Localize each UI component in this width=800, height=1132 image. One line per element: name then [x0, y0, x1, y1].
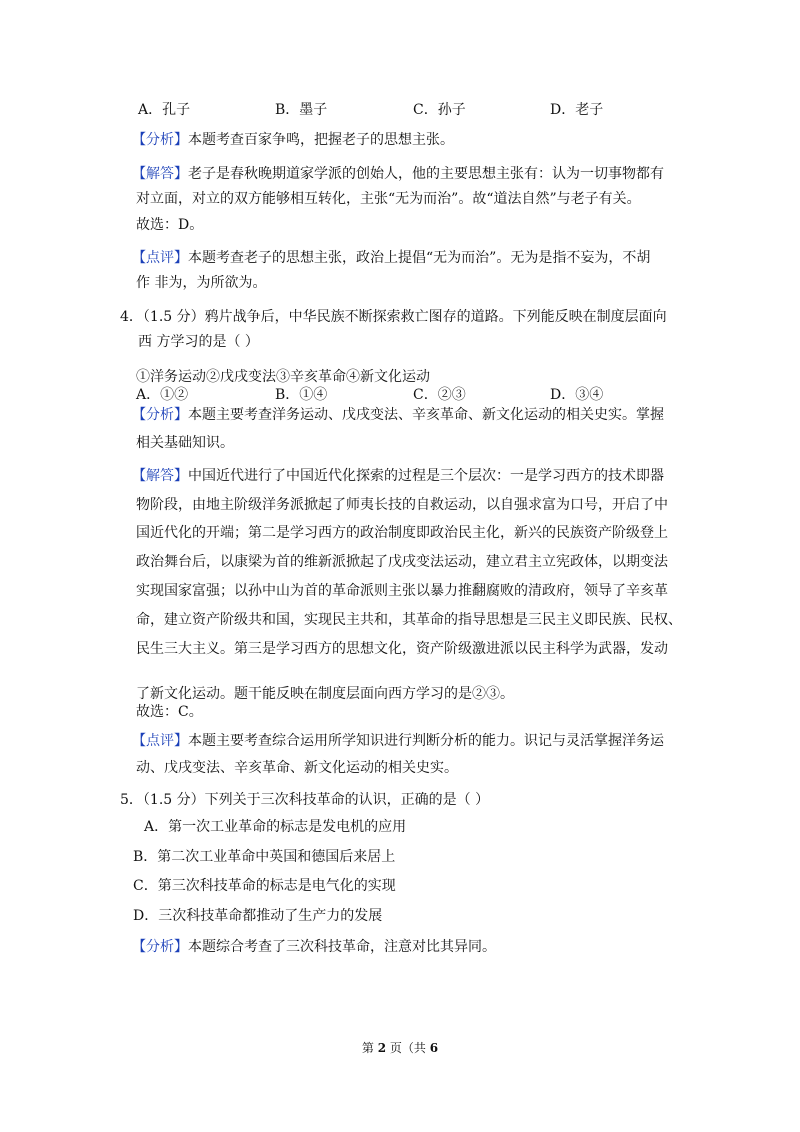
answer-text: 老子是春秋晚期道家学派的创始人，他的主要思想主张有：认为一切事物都有	[188, 166, 664, 182]
analysis-text: 本题综合考查了三次科技革命，注意对比其异同。	[188, 939, 496, 955]
q4-answer-line-2: 物阶段，由地主阶级洋务派掀起了师夷长技的自救运动，以自强求富为口号，开启了中	[136, 497, 668, 513]
analysis-tag: 【分析】	[132, 407, 188, 423]
q4-option-b: B．①④	[275, 387, 328, 403]
q5-option-c: C．第三次科技革命的标志是电气化的实现	[133, 878, 396, 894]
q4-answer-line-8: 了新文化运动。题干能反映在制度层面向西方学习的是②③。	[136, 686, 514, 702]
q4-analysis-line-2: 相关基础知识。	[136, 435, 234, 451]
answer-tag: 【解答】	[132, 468, 188, 484]
q4-analysis-line-1	[132, 406, 664, 424]
q5-stem: 5．（1.5 分）下列关于三次科技革命的认识，正确的是（ ）	[120, 792, 490, 808]
q3-comment-line-2: 作 非为，为所欲为。	[136, 275, 267, 291]
q4-answer-line-6: 命，建立资产阶级共和国，实现民主共和，其革命的指导思想是三民主义即民族、民权、	[136, 612, 682, 628]
comment-text: 本题主要考查综合运用所学知识进行判断分析的能力。识记与灵活掌握洋务运	[188, 733, 664, 749]
q4-option-d: D．③④	[550, 387, 604, 403]
q3-comment-line-1	[132, 249, 650, 267]
comment-tag: 【点评】	[132, 250, 188, 266]
page-total: 6	[429, 1041, 439, 1055]
q5-option-b: B．第二次工业革命中英国和德国后来居上	[133, 849, 396, 865]
q5-option-a: A．第一次工业革命的标志是发电机的应用	[144, 819, 407, 835]
analysis-tag: 【分析】	[132, 132, 188, 148]
q4-answer-line-4: 政治舞台后，以康梁为首的维新派掀起了戊戌变法运动，建立君主立宪政体，以期变法	[136, 554, 668, 570]
q4-answer-line-3: 国近代化的开端；第二是学习西方的政治制度即政治民主化，新兴的民族资产阶级登上	[136, 525, 668, 541]
q3-option-d: D．老子	[550, 102, 604, 118]
comment-tag: 【点评】	[132, 733, 188, 749]
q3-answer-line-2: 对立面，对立的双方能够相互转化，主张“无为而治”。故“道法自然”与老子有关。	[136, 191, 641, 207]
comment-text: 本题考查老子的思想主张，政治上提倡“无为而治”。无为是指不妄为，不胡	[188, 250, 651, 266]
q4-answer-line-5: 实现国家富强；以孙中山为首的革命派则主张以暴力推翻腐败的清政府，领导了辛亥革	[136, 583, 668, 599]
q4-comment-line-1	[132, 732, 664, 750]
footer-prefix: 第	[361, 1041, 378, 1055]
q3-option-b: B．墨子	[275, 102, 328, 118]
page-footer	[0, 1040, 800, 1056]
q3-answer-line-1	[132, 165, 664, 183]
footer-middle: 页（共	[386, 1041, 430, 1055]
q3-answer-choice: 故选：D。	[136, 217, 204, 233]
q5-option-d: D．三次科技革命都推动了生产力的发展	[133, 908, 383, 924]
q3-option-c: C．孙子	[413, 102, 466, 118]
q4-option-a: A．①②	[136, 387, 189, 403]
answer-text: 中国近代进行了中国近代化探索的过程是三个层次：一是学习西方的技术即器	[188, 468, 664, 484]
analysis-tag: 【分析】	[132, 939, 188, 955]
q4-items: ①洋务运动②戊戌变法③辛亥革命④新文化运动	[136, 369, 430, 385]
q4-answer-line-1	[132, 467, 664, 485]
q5-analysis	[132, 938, 496, 956]
analysis-text: 本题考查百家争鸣，把握老子的思想主张。	[188, 132, 454, 148]
q4-option-c: C．②③	[413, 387, 466, 403]
q4-answer-choice: 故选：C。	[136, 704, 203, 720]
q4-stem-line-1: 4．（1.5 分）鸦片战争后，中华民族不断探索救亡图存的道路。下列能反映在制度层面向	[120, 309, 667, 325]
q4-stem-line-2: 西 方学习的是（ ）	[138, 334, 259, 350]
q3-analysis	[132, 131, 454, 149]
analysis-text: 本题主要考查洋务运动、戊戌变法、辛亥革命、新文化运动的相关史实。掌握	[188, 407, 664, 423]
q4-comment-line-2: 动、戊戌变法、辛亥革命、新文化运动的相关史实。	[136, 760, 458, 776]
page-number: 2	[377, 1041, 387, 1055]
q4-answer-line-7: 民生三大主义。第三是学习西方的思想文化，资产阶级激进派以民主科学为武器，发动	[136, 641, 668, 657]
answer-tag: 【解答】	[132, 166, 188, 182]
q3-option-a: A．孔子	[138, 102, 191, 118]
